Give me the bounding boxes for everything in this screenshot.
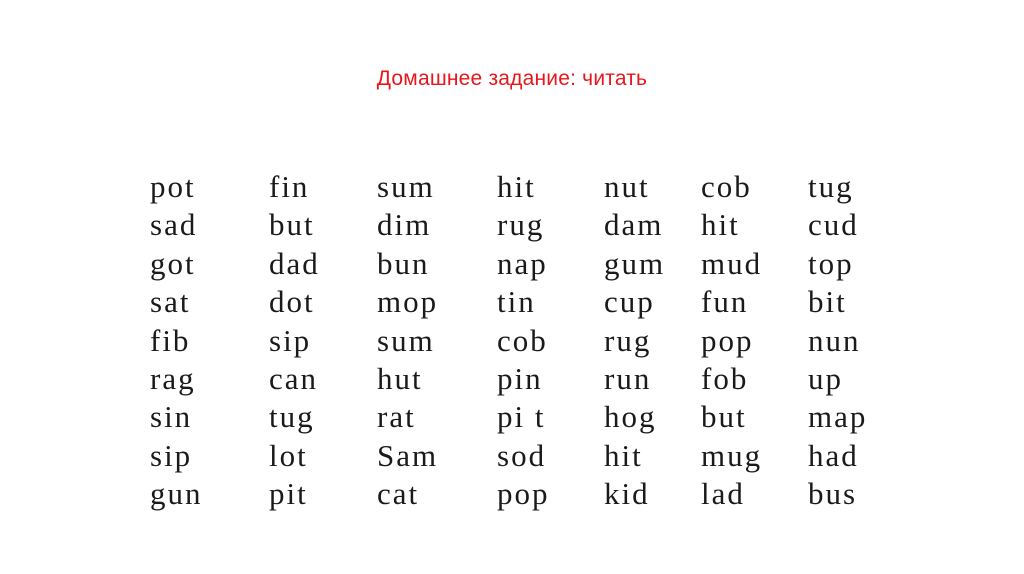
word-cell: sin: [150, 399, 193, 435]
word-cell: sip: [150, 437, 193, 473]
word-cell: fib: [150, 322, 191, 358]
word-cell: pop: [497, 476, 550, 512]
word-cell: dot: [269, 284, 315, 320]
word-cell: fun: [701, 284, 749, 320]
word-cell: bus: [808, 476, 858, 512]
word-cell: sat: [150, 284, 191, 320]
word-cell: pot: [150, 169, 196, 204]
word-cell: kid: [604, 476, 650, 512]
word-cell: rat: [377, 399, 416, 435]
word-cell: got: [150, 245, 196, 281]
word-cell: mud: [701, 245, 763, 281]
word-cell: hit: [701, 207, 740, 243]
word-cell: rug: [604, 322, 652, 358]
word-cell: can: [269, 360, 319, 396]
word-cell: sum: [377, 322, 435, 358]
word-cell: nut: [604, 169, 650, 204]
word-cell: pi t: [497, 399, 546, 435]
word-cell: tug: [808, 169, 854, 204]
word-cell: had: [808, 437, 859, 473]
word-cell: pop: [701, 322, 754, 358]
word-cell: sum: [377, 169, 435, 204]
word-cell: hit: [604, 437, 643, 473]
word-cell: mop: [377, 284, 439, 320]
word-cell: bun: [377, 245, 430, 281]
word-cell: sad: [150, 207, 198, 243]
slide-title: Домашнее задание: читать: [376, 67, 648, 90]
word-cell: pit: [269, 476, 308, 512]
word-cell: but: [269, 207, 315, 243]
word-cell: tin: [497, 284, 536, 320]
word-cell: sip: [269, 322, 312, 358]
word-cell: lad: [701, 476, 745, 512]
word-cell: top: [808, 245, 854, 281]
word-cell: hit: [497, 169, 536, 204]
word-cell: rug: [497, 207, 545, 243]
word-cell: dim: [377, 207, 432, 243]
word-cell: but: [701, 399, 747, 435]
word-cell: dad: [269, 245, 320, 281]
word-cell: pin: [497, 360, 543, 396]
word-cell: run: [604, 360, 652, 396]
word-cell: mug: [701, 437, 763, 473]
word-cell: cud: [808, 207, 859, 243]
word-grid: [150, 168, 890, 514]
word-cell: cat: [377, 476, 420, 512]
word-cell: tug: [269, 399, 315, 435]
word-cell: gum: [604, 245, 666, 281]
word-cell: hut: [377, 360, 423, 396]
word-cell: sod: [497, 437, 547, 473]
word-cell: fob: [701, 360, 749, 396]
word-cell: cup: [604, 284, 655, 320]
word-cell: map: [808, 399, 868, 435]
word-cell: up: [808, 360, 843, 396]
word-cell: gun: [150, 476, 203, 512]
word-cell: hog: [604, 399, 657, 435]
word-cell: cob: [497, 322, 548, 358]
word-cell: dam: [604, 207, 664, 243]
word-cell: bit: [808, 284, 847, 320]
word-cell: nun: [808, 322, 861, 358]
word-cell: Sam: [377, 437, 439, 473]
word-cell: fin: [269, 169, 310, 204]
word-cell: nap: [497, 245, 548, 281]
word-cell: lot: [269, 437, 308, 473]
word-cell: cob: [701, 169, 752, 204]
word-cell: rag: [150, 360, 196, 396]
